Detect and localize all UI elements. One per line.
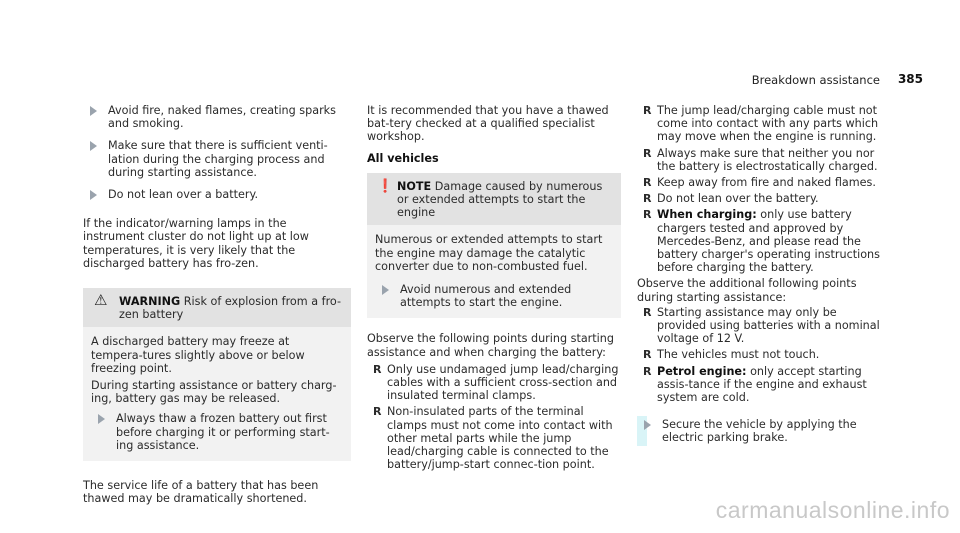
arrow-icon — [90, 106, 97, 116]
note-label: NOTE — [397, 179, 432, 193]
arrow-icon — [644, 420, 651, 430]
note-header — [367, 173, 621, 226]
list-item: R Do not lean over the battery. — [643, 192, 819, 206]
bullet-icon: R — [643, 104, 652, 117]
watermark: carmanualsonline.info — [715, 497, 950, 523]
warning-box — [83, 288, 351, 461]
action-item: Do not lean over a battery. — [83, 188, 351, 201]
arrow-icon — [90, 141, 97, 151]
list-item: R Non-insulated parts of the terminal clamps must not come into contact with other metal parts while the jump lead/charging cable is connected to the battery/jump-start connec-tion point. — [373, 405, 613, 472]
paragraph: Observe the following points during starting assistance and when charging the battery: — [367, 332, 614, 359]
page-number: 385 — [897, 72, 923, 86]
list-item: R Keep away from fire and naked flames. — [643, 176, 876, 190]
action-item: Secure the vehicle by applying the electric parking brake. — [637, 418, 889, 444]
arrow-icon — [382, 285, 389, 295]
warning-action: Always thaw a frozen battery out first before charging it or performing start-ing assistance. — [91, 412, 343, 452]
note-box — [367, 173, 621, 319]
exclamation-square-icon: ❗ — [377, 178, 394, 194]
action-item: Avoid fire, naked flames, creating sparks and smoking. — [83, 104, 351, 130]
list-item: R The vehicles must not touch. — [643, 348, 820, 362]
paragraph: The service life of a battery that has been thawed may be dramatically shortened. — [83, 479, 319, 506]
bullet-icon: R — [373, 362, 382, 376]
bullet-icon: R — [643, 146, 652, 160]
note-title: Damage caused by numerous or extended attempts to start the engine — [397, 179, 603, 220]
warning-text: A discharged battery may freeze at tempera-tures slightly above or below freezing point. — [91, 335, 305, 375]
warning-title: Risk of explosion from a fro-zen battery — [119, 295, 342, 322]
list-item: R The jump lead/charging cable must not come into contact with any parts which may move when the engine is running. — [643, 104, 879, 144]
list-item: R Always make sure that neither you nor the battery is electrostatically charged. — [643, 146, 878, 173]
bullet-icon: R — [373, 405, 382, 419]
column-3 — [637, 104, 889, 445]
warning-text: During starting assistance or battery charg-ing, battery gas may be released. — [91, 379, 337, 406]
paragraph: If the indicator/warning lamps in the instrument cluster do not light up at low temperatures, it is very likely that the discharged battery has fro-zen. — [83, 217, 309, 270]
action-item: Make sure that there is sufficient venti-lation during the charging process and during starting assistance. — [83, 139, 351, 179]
list-item: R When charging: only use battery chargers tested and approved by Mercedes-Benz, and please read the battery charger's operating instructions before charging the battery. — [643, 208, 880, 275]
section-title: Breakdown assistance — [751, 73, 880, 87]
bullet-icon: R — [643, 364, 652, 378]
warning-triangle-icon: ⚠ — [94, 291, 108, 310]
arrow-icon — [98, 414, 105, 424]
bullet-icon: R — [643, 208, 652, 222]
bullet-icon: R — [643, 348, 652, 362]
arrow-icon — [90, 190, 97, 200]
column-1 — [83, 104, 351, 505]
bullet-icon: R — [643, 176, 652, 190]
list-item: R Starting assistance may only be provided using batteries with a nominal voltage of 12 V. — [643, 305, 880, 346]
column-2 — [367, 104, 621, 474]
list-item: R Petrol engine: only accept starting assis-tance if the engine and exhaust system are cold. — [643, 364, 867, 405]
bullet-icon: R — [643, 305, 652, 319]
subheading: All vehicles — [367, 151, 439, 165]
paragraph: Observe the additional following points during starting assistance: — [637, 277, 857, 304]
warning-label: WARNING — [119, 295, 181, 309]
note-text: Numerous or extended attempts to start the engine may damage the catalytic converter due to non-combusted fuel. — [375, 233, 603, 273]
paragraph: It is recommended that you have a thawed bat-tery checked at a qualified specialist workshop. — [367, 104, 609, 144]
note-action: Avoid numerous and extended attempts to start the engine. — [375, 283, 613, 309]
warning-header — [83, 288, 351, 327]
bullet-icon: R — [643, 192, 652, 206]
list-item: R Only use undamaged jump lead/charging cables with a sufficient cross-section and insulated terminal clamps. — [373, 362, 619, 403]
